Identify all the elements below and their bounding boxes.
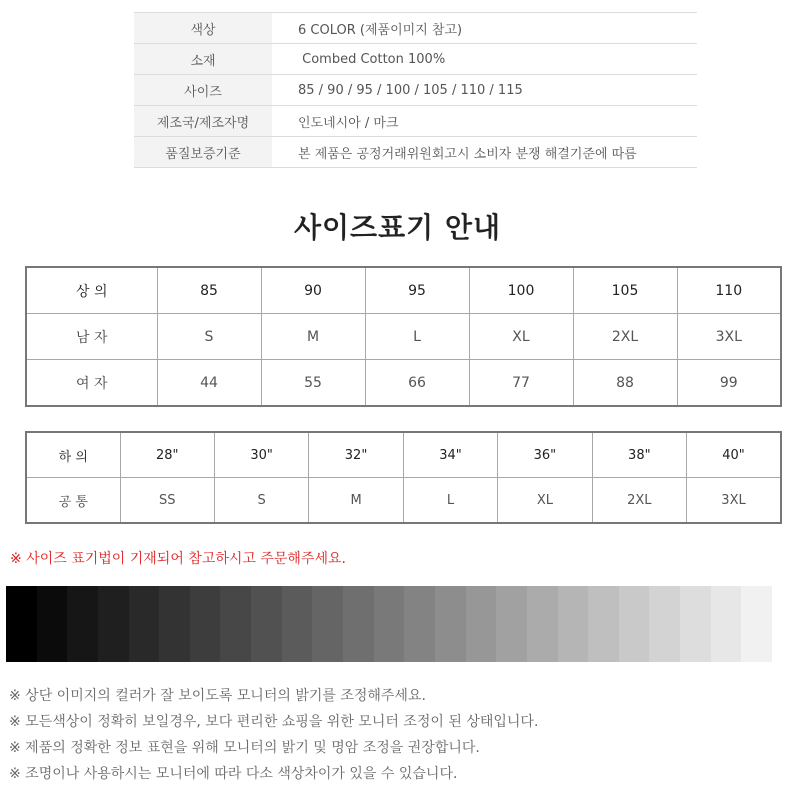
grayscale-calibration-bar bbox=[6, 586, 772, 662]
info-label: 품질보증기준 bbox=[134, 137, 272, 167]
table-cell: 38" bbox=[592, 432, 686, 478]
table-cell: 110 bbox=[677, 267, 781, 314]
table-cell: XL bbox=[469, 314, 573, 360]
table-cell: 99 bbox=[677, 360, 781, 407]
table-row bbox=[26, 360, 781, 407]
row-header: 상 의 bbox=[26, 267, 157, 314]
table-cell: S bbox=[214, 478, 308, 524]
table-cell: 2XL bbox=[573, 314, 677, 360]
row-header: 하 의 bbox=[26, 432, 120, 478]
table-cell: 85 bbox=[157, 267, 261, 314]
gray-swatch bbox=[98, 586, 129, 662]
gray-swatch bbox=[404, 586, 435, 662]
gray-swatch bbox=[251, 586, 282, 662]
monitor-notes bbox=[9, 683, 538, 787]
info-value: 6 COLOR (제품이미지 참고) bbox=[298, 22, 463, 38]
gray-swatch bbox=[343, 586, 374, 662]
gray-swatch bbox=[466, 586, 497, 662]
gray-swatch bbox=[312, 586, 343, 662]
note-line: ※ 상단 이미지의 컬러가 잘 보이도록 모니터의 밝기를 조정해주세요. bbox=[9, 688, 426, 704]
info-label: 소재 bbox=[134, 44, 272, 74]
table-cell: 3XL bbox=[687, 478, 781, 524]
table-cell: L bbox=[365, 314, 469, 360]
info-row-warranty bbox=[134, 137, 697, 168]
table-cell: 44 bbox=[157, 360, 261, 407]
table-cell: 34" bbox=[403, 432, 497, 478]
table-cell: 28" bbox=[120, 432, 214, 478]
table-row bbox=[26, 478, 781, 524]
info-value: 85 / 90 / 95 / 100 / 105 / 110 / 115 bbox=[298, 82, 523, 98]
table-cell: M bbox=[261, 314, 365, 360]
info-value: Combed Cotton 100% bbox=[298, 51, 446, 67]
table-cell: SS bbox=[120, 478, 214, 524]
table-cell: 2XL bbox=[592, 478, 686, 524]
gray-swatch bbox=[129, 586, 160, 662]
table-cell: 40" bbox=[687, 432, 781, 478]
gray-swatch bbox=[67, 586, 98, 662]
gray-swatch bbox=[374, 586, 405, 662]
gray-swatch bbox=[680, 586, 711, 662]
table-cell: XL bbox=[498, 478, 592, 524]
table-cell: S bbox=[157, 314, 261, 360]
note-line: ※ 제품의 정확한 정보 표현을 위해 모니터의 밝기 및 명암 조정을 권장합니다. bbox=[9, 740, 480, 756]
gray-swatch bbox=[6, 586, 37, 662]
gray-swatch bbox=[496, 586, 527, 662]
table-cell: 66 bbox=[365, 360, 469, 407]
gray-swatch bbox=[190, 586, 221, 662]
table-cell: M bbox=[309, 478, 403, 524]
note-line: ※ 조명이나 사용하시는 모니터에 따라 다소 색상차이가 있을 수 있습니다. bbox=[9, 766, 458, 782]
table-cell: 88 bbox=[573, 360, 677, 407]
info-row-color bbox=[134, 12, 697, 44]
table-cell: 77 bbox=[469, 360, 573, 407]
info-row-material bbox=[134, 44, 697, 75]
row-header: 공 통 bbox=[26, 478, 120, 524]
table-cell: 100 bbox=[469, 267, 573, 314]
table-cell: 32" bbox=[309, 432, 403, 478]
info-row-origin bbox=[134, 106, 697, 137]
table-row bbox=[26, 267, 781, 314]
gray-swatch bbox=[558, 586, 589, 662]
info-value: 인도네시아 / 마크 bbox=[298, 115, 399, 131]
bottom-size-table bbox=[25, 431, 782, 524]
info-label: 색상 bbox=[134, 13, 272, 43]
info-label: 제조국/제조자명 bbox=[134, 106, 272, 136]
gray-swatch bbox=[619, 586, 650, 662]
table-cell: 36" bbox=[498, 432, 592, 478]
table-cell: 105 bbox=[573, 267, 677, 314]
gray-swatch bbox=[159, 586, 190, 662]
gray-swatch bbox=[435, 586, 466, 662]
table-cell: 90 bbox=[261, 267, 365, 314]
gray-swatch bbox=[649, 586, 680, 662]
table-cell: 95 bbox=[365, 267, 469, 314]
table-row bbox=[26, 432, 781, 478]
gray-swatch bbox=[37, 586, 68, 662]
row-header: 남 자 bbox=[26, 314, 157, 360]
info-value: 본 제품은 공정거래위원회고시 소비자 분쟁 해결기준에 따름 bbox=[298, 146, 637, 162]
row-header: 여 자 bbox=[26, 360, 157, 407]
gray-swatch bbox=[527, 586, 558, 662]
gray-swatch bbox=[711, 586, 742, 662]
product-info-table bbox=[134, 12, 697, 168]
table-cell: 30" bbox=[214, 432, 308, 478]
gray-swatch bbox=[588, 586, 619, 662]
size-guide-title: 사이즈표기 안내 bbox=[293, 211, 502, 244]
table-cell: L bbox=[403, 478, 497, 524]
top-size-table bbox=[25, 266, 782, 407]
note-line: ※ 모든색상이 정확히 보일경우, 보다 편리한 쇼핑을 위한 모니터 조정이 된 상태입니다. bbox=[9, 714, 539, 730]
info-row-size bbox=[134, 75, 697, 106]
info-label: 사이즈 bbox=[134, 75, 272, 105]
gray-swatch bbox=[741, 586, 772, 662]
table-cell: 3XL bbox=[677, 314, 781, 360]
gray-swatch bbox=[282, 586, 313, 662]
table-row bbox=[26, 314, 781, 360]
size-warning-text: ※ 사이즈 표기법이 기재되어 참고하시고 주문해주세요. bbox=[10, 551, 346, 567]
gray-swatch bbox=[220, 586, 251, 662]
table-cell: 55 bbox=[261, 360, 365, 407]
